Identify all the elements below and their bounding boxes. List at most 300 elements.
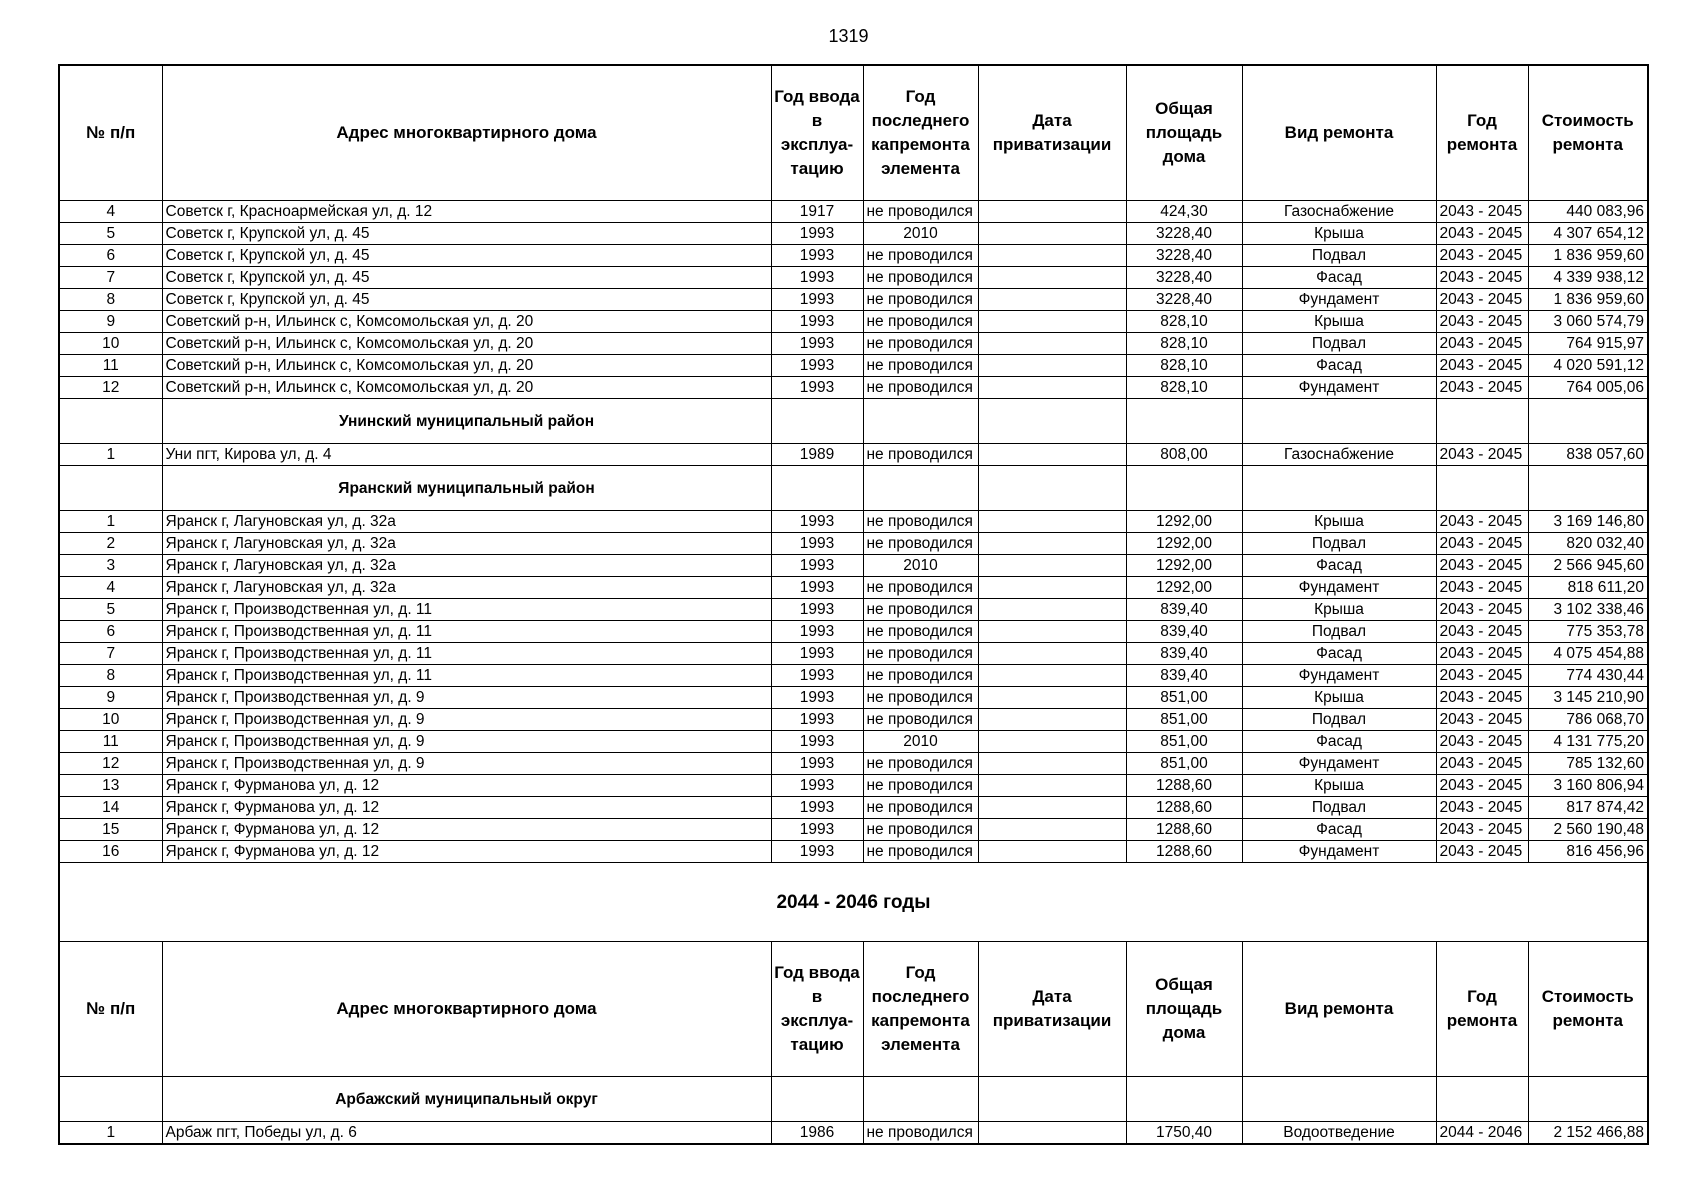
cell-privatization <box>978 819 1126 841</box>
district-empty-cell <box>863 399 978 444</box>
cell-year-built: 1917 <box>771 201 863 223</box>
cell-year-built: 1986 <box>771 1122 863 1145</box>
cell-address: Яранск г, Производственная ул, д. 9 <box>162 709 771 731</box>
cell-area: 828,10 <box>1126 311 1242 333</box>
cell-address: Яранск г, Производственная ул, д. 11 <box>162 621 771 643</box>
cell-address: Яранск г, Производственная ул, д. 11 <box>162 643 771 665</box>
table-row <box>59 377 1648 399</box>
cell-privatization <box>978 621 1126 643</box>
cell-repair-year: 2043 - 2045 <box>1436 709 1528 731</box>
cell-repair-type: Фасад <box>1242 819 1436 841</box>
cell-cost: 838 057,60 <box>1528 444 1648 466</box>
cell-cost: 764 005,06 <box>1528 377 1648 399</box>
cell-repair-type: Газоснабжение <box>1242 201 1436 223</box>
district-empty-cell <box>1242 1077 1436 1122</box>
table-row <box>59 511 1648 533</box>
cell-last-repair: не проводился <box>863 355 978 377</box>
cell-cost: 440 083,96 <box>1528 201 1648 223</box>
cell-last-repair: не проводился <box>863 709 978 731</box>
cell-address: Советск г, Крупской ул, д. 45 <box>162 223 771 245</box>
cell-area: 3228,40 <box>1126 245 1242 267</box>
cell-year-built: 1989 <box>771 444 863 466</box>
cell-num: 2 <box>59 533 162 555</box>
cell-year-built: 1993 <box>771 643 863 665</box>
cell-area: 1288,60 <box>1126 775 1242 797</box>
cell-repair-type: Фундамент <box>1242 577 1436 599</box>
table-row <box>59 665 1648 687</box>
cell-repair-type: Крыша <box>1242 311 1436 333</box>
cell-year-built: 1993 <box>771 775 863 797</box>
header-year-built: Год ввода в эксплуа- тацию <box>771 65 863 201</box>
cell-year-built: 1993 <box>771 311 863 333</box>
cell-address: Яранск г, Фурманова ул, д. 12 <box>162 841 771 863</box>
cell-repair-year: 2043 - 2045 <box>1436 311 1528 333</box>
cell-privatization <box>978 355 1126 377</box>
cell-year-built: 1993 <box>771 687 863 709</box>
cell-last-repair: не проводился <box>863 245 978 267</box>
table-row <box>59 797 1648 819</box>
cell-last-repair: 2010 <box>863 555 978 577</box>
cell-repair-year: 2043 - 2045 <box>1436 355 1528 377</box>
cell-year-built: 1993 <box>771 223 863 245</box>
cell-area: 1288,60 <box>1126 797 1242 819</box>
cell-privatization <box>978 289 1126 311</box>
district-row <box>59 466 1648 511</box>
cell-address: Советский р-н, Ильинск с, Комсомольская ул, д. 20 <box>162 333 771 355</box>
table-row <box>59 444 1648 466</box>
cell-privatization <box>978 555 1126 577</box>
district-name: Яранский муниципальный район <box>162 466 771 511</box>
cell-repair-type: Фундамент <box>1242 289 1436 311</box>
cell-last-repair: не проводился <box>863 311 978 333</box>
cell-privatization <box>978 511 1126 533</box>
cell-repair-type: Газоснабжение <box>1242 444 1436 466</box>
cell-address: Яранск г, Лагуновская ул, д. 32а <box>162 533 771 555</box>
cell-privatization <box>978 533 1126 555</box>
cell-last-repair: не проводился <box>863 1122 978 1145</box>
table-row <box>59 555 1648 577</box>
district-empty-cell <box>771 1077 863 1122</box>
cell-area: 1288,60 <box>1126 841 1242 863</box>
cell-last-repair: 2010 <box>863 223 978 245</box>
cell-area: 851,00 <box>1126 731 1242 753</box>
cell-num: 10 <box>59 709 162 731</box>
cell-address: Яранск г, Производственная ул, д. 11 <box>162 665 771 687</box>
cell-repair-year: 2043 - 2045 <box>1436 377 1528 399</box>
cell-num: 8 <box>59 665 162 687</box>
cell-privatization <box>978 797 1126 819</box>
cell-num: 12 <box>59 753 162 775</box>
cell-last-repair: не проводился <box>863 753 978 775</box>
cell-area: 1750,40 <box>1126 1122 1242 1145</box>
cell-cost: 774 430,44 <box>1528 665 1648 687</box>
table-row <box>59 709 1648 731</box>
cell-repair-year: 2043 - 2045 <box>1436 687 1528 709</box>
cell-area: 3228,40 <box>1126 289 1242 311</box>
cell-area: 3228,40 <box>1126 223 1242 245</box>
district-name: Унинский муниципальный район <box>162 399 771 444</box>
header2-num: № п/п <box>59 942 162 1077</box>
cell-last-repair: не проводился <box>863 665 978 687</box>
cell-cost: 2 560 190,48 <box>1528 819 1648 841</box>
table-row <box>59 819 1648 841</box>
period-row <box>59 863 1648 942</box>
cell-area: 1288,60 <box>1126 819 1242 841</box>
table-row <box>59 775 1648 797</box>
cell-last-repair: не проводился <box>863 267 978 289</box>
cell-area: 851,00 <box>1126 753 1242 775</box>
cell-num: 4 <box>59 201 162 223</box>
district-empty-cell <box>1436 466 1528 511</box>
cell-repair-type: Водоотведение <box>1242 1122 1436 1145</box>
cell-address: Советск г, Крупской ул, д. 45 <box>162 289 771 311</box>
table-row <box>59 311 1648 333</box>
cell-repair-type: Крыша <box>1242 511 1436 533</box>
header2-cost: Стоимость ремонта <box>1528 942 1648 1077</box>
cell-address: Советск г, Крупской ул, д. 45 <box>162 267 771 289</box>
cell-year-built: 1993 <box>771 621 863 643</box>
cell-address: Яранск г, Производственная ул, д. 11 <box>162 599 771 621</box>
cell-cost: 1 836 959,60 <box>1528 245 1648 267</box>
cell-repair-type: Фасад <box>1242 555 1436 577</box>
district-empty-cell <box>1528 1077 1648 1122</box>
cell-num: 9 <box>59 687 162 709</box>
cell-cost: 2 152 466,88 <box>1528 1122 1648 1145</box>
cell-cost: 4 075 454,88 <box>1528 643 1648 665</box>
district-empty-cell <box>863 466 978 511</box>
cell-privatization <box>978 665 1126 687</box>
cell-repair-type: Фасад <box>1242 267 1436 289</box>
cell-repair-year: 2043 - 2045 <box>1436 753 1528 775</box>
cell-address: Арбаж пгт, Победы ул, д. 6 <box>162 1122 771 1145</box>
cell-cost: 1 836 959,60 <box>1528 289 1648 311</box>
cell-num: 7 <box>59 643 162 665</box>
district-empty-cell <box>59 399 162 444</box>
cell-repair-type: Подвал <box>1242 797 1436 819</box>
cell-repair-type: Фасад <box>1242 643 1436 665</box>
cell-repair-type: Фундамент <box>1242 377 1436 399</box>
table-row <box>59 621 1648 643</box>
cell-num: 11 <box>59 731 162 753</box>
cell-cost: 4 307 654,12 <box>1528 223 1648 245</box>
cell-privatization <box>978 377 1126 399</box>
table-row <box>59 201 1648 223</box>
header-privatization: Дата приватизации <box>978 65 1126 201</box>
cell-last-repair: не проводился <box>863 333 978 355</box>
cell-cost: 4 020 591,12 <box>1528 355 1648 377</box>
district-empty-cell <box>1126 399 1242 444</box>
cell-area: 839,40 <box>1126 621 1242 643</box>
cell-privatization <box>978 444 1126 466</box>
cell-privatization <box>978 201 1126 223</box>
cell-year-built: 1993 <box>771 267 863 289</box>
cell-last-repair: не проводился <box>863 797 978 819</box>
header-cost: Стоимость ремонта <box>1528 65 1648 201</box>
cell-num: 9 <box>59 311 162 333</box>
table-header-row-2 <box>59 942 1648 1077</box>
district-empty-cell <box>978 466 1126 511</box>
header2-year-built: Год ввода в эксплуа- тацию <box>771 942 863 1077</box>
cell-last-repair: не проводился <box>863 643 978 665</box>
cell-area: 424,30 <box>1126 201 1242 223</box>
cell-repair-year: 2043 - 2045 <box>1436 444 1528 466</box>
cell-last-repair: не проводился <box>863 511 978 533</box>
cell-repair-year: 2043 - 2045 <box>1436 223 1528 245</box>
cell-repair-type: Подвал <box>1242 533 1436 555</box>
cell-repair-year: 2043 - 2045 <box>1436 841 1528 863</box>
district-empty-cell <box>1242 399 1436 444</box>
cell-last-repair: не проводился <box>863 444 978 466</box>
cell-privatization <box>978 267 1126 289</box>
cell-year-built: 1993 <box>771 731 863 753</box>
cell-num: 11 <box>59 355 162 377</box>
cell-cost: 3 102 338,46 <box>1528 599 1648 621</box>
cell-area: 1292,00 <box>1126 533 1242 555</box>
cell-cost: 3 145 210,90 <box>1528 687 1648 709</box>
cell-year-built: 1993 <box>771 245 863 267</box>
cell-cost: 4 339 938,12 <box>1528 267 1648 289</box>
table-row <box>59 289 1648 311</box>
cell-repair-type: Крыша <box>1242 599 1436 621</box>
cell-repair-year: 2043 - 2045 <box>1436 621 1528 643</box>
cell-repair-type: Крыша <box>1242 223 1436 245</box>
cell-address: Советский р-н, Ильинск с, Комсомольская ул, д. 20 <box>162 377 771 399</box>
table-row <box>59 599 1648 621</box>
cell-cost: 816 456,96 <box>1528 841 1648 863</box>
cell-cost: 817 874,42 <box>1528 797 1648 819</box>
cell-privatization <box>978 753 1126 775</box>
district-empty-cell <box>1436 1077 1528 1122</box>
cell-last-repair: не проводился <box>863 841 978 863</box>
table-row <box>59 333 1648 355</box>
cell-repair-type: Фасад <box>1242 731 1436 753</box>
cell-num: 6 <box>59 621 162 643</box>
district-name: Арбажский муниципальный округ <box>162 1077 771 1122</box>
cell-repair-year: 2043 - 2045 <box>1436 289 1528 311</box>
table-row <box>59 245 1648 267</box>
cell-year-built: 1993 <box>771 533 863 555</box>
cell-repair-year: 2043 - 2045 <box>1436 201 1528 223</box>
cell-last-repair: не проводился <box>863 533 978 555</box>
cell-repair-year: 2043 - 2045 <box>1436 665 1528 687</box>
cell-num: 13 <box>59 775 162 797</box>
period-title: 2044 - 2046 годы <box>59 863 1648 942</box>
table-row <box>59 577 1648 599</box>
cell-cost: 764 915,97 <box>1528 333 1648 355</box>
district-row <box>59 399 1648 444</box>
cell-repair-year: 2043 - 2045 <box>1436 511 1528 533</box>
cell-last-repair: не проводился <box>863 577 978 599</box>
cell-address: Советск г, Крупской ул, д. 45 <box>162 245 771 267</box>
header-address: Адрес многоквартирного дома <box>162 65 771 201</box>
cell-privatization <box>978 687 1126 709</box>
district-empty-cell <box>1126 1077 1242 1122</box>
table-row <box>59 1122 1648 1145</box>
cell-num: 1 <box>59 511 162 533</box>
cell-year-built: 1993 <box>771 511 863 533</box>
header-repair-type: Вид ремонта <box>1242 65 1436 201</box>
cell-address: Яранск г, Производственная ул, д. 9 <box>162 731 771 753</box>
cell-address: Яранск г, Фурманова ул, д. 12 <box>162 797 771 819</box>
header2-privatization: Дата приватизации <box>978 942 1126 1077</box>
cell-repair-type: Фундамент <box>1242 665 1436 687</box>
cell-repair-year: 2043 - 2045 <box>1436 819 1528 841</box>
cell-repair-year: 2043 - 2045 <box>1436 797 1528 819</box>
cell-year-built: 1993 <box>771 841 863 863</box>
district-empty-cell <box>59 1077 162 1122</box>
district-empty-cell <box>1126 466 1242 511</box>
cell-num: 3 <box>59 555 162 577</box>
cell-year-built: 1993 <box>771 333 863 355</box>
header2-repair-type: Вид ремонта <box>1242 942 1436 1077</box>
cell-cost: 3 169 146,80 <box>1528 511 1648 533</box>
cell-privatization <box>978 223 1126 245</box>
cell-privatization <box>978 731 1126 753</box>
header2-repair-year: Год ремонта <box>1436 942 1528 1077</box>
cell-area: 828,10 <box>1126 377 1242 399</box>
table-row <box>59 841 1648 863</box>
cell-privatization <box>978 599 1126 621</box>
district-empty-cell <box>978 1077 1126 1122</box>
page-number: 1319 <box>828 26 869 46</box>
cell-cost: 4 131 775,20 <box>1528 731 1648 753</box>
cell-address: Яранск г, Фурманова ул, д. 12 <box>162 775 771 797</box>
cell-year-built: 1993 <box>771 709 863 731</box>
cell-address: Уни пгт, Кирова ул, д. 4 <box>162 444 771 466</box>
district-empty-cell <box>1528 399 1648 444</box>
cell-area: 839,40 <box>1126 665 1242 687</box>
cell-area: 1292,00 <box>1126 555 1242 577</box>
district-empty-cell <box>1528 466 1648 511</box>
cell-repair-type: Фасад <box>1242 355 1436 377</box>
cell-last-repair: не проводился <box>863 621 978 643</box>
cell-repair-year: 2043 - 2045 <box>1436 267 1528 289</box>
cell-privatization <box>978 577 1126 599</box>
cell-num: 15 <box>59 819 162 841</box>
header-last-repair: Год последнего капремонта элемента <box>863 65 978 201</box>
table-row <box>59 267 1648 289</box>
cell-address: Яранск г, Производственная ул, д. 9 <box>162 687 771 709</box>
cell-privatization <box>978 775 1126 797</box>
header-area: Общая площадь дома <box>1126 65 1242 201</box>
cell-repair-year: 2043 - 2045 <box>1436 333 1528 355</box>
cell-year-built: 1993 <box>771 599 863 621</box>
cell-area: 851,00 <box>1126 709 1242 731</box>
cell-num: 16 <box>59 841 162 863</box>
cell-repair-type: Подвал <box>1242 621 1436 643</box>
cell-repair-type: Крыша <box>1242 687 1436 709</box>
district-empty-cell <box>1436 399 1528 444</box>
cell-year-built: 1993 <box>771 577 863 599</box>
header2-last-repair: Год последнего капремонта элемента <box>863 942 978 1077</box>
cell-repair-type: Подвал <box>1242 245 1436 267</box>
cell-area: 839,40 <box>1126 643 1242 665</box>
cell-cost: 775 353,78 <box>1528 621 1648 643</box>
cell-area: 1292,00 <box>1126 511 1242 533</box>
repair-schedule-table <box>58 64 1649 1145</box>
cell-last-repair: 2010 <box>863 731 978 753</box>
cell-area: 839,40 <box>1126 599 1242 621</box>
cell-address: Яранск г, Лагуновская ул, д. 32а <box>162 577 771 599</box>
cell-num: 1 <box>59 1122 162 1145</box>
cell-cost: 3 160 806,94 <box>1528 775 1648 797</box>
cell-repair-year: 2044 - 2046 <box>1436 1122 1528 1145</box>
cell-privatization <box>978 245 1126 267</box>
cell-year-built: 1993 <box>771 797 863 819</box>
cell-repair-year: 2043 - 2045 <box>1436 533 1528 555</box>
cell-cost: 2 566 945,60 <box>1528 555 1648 577</box>
cell-area: 828,10 <box>1126 333 1242 355</box>
cell-repair-year: 2043 - 2045 <box>1436 599 1528 621</box>
cell-privatization <box>978 709 1126 731</box>
cell-num: 14 <box>59 797 162 819</box>
district-empty-cell <box>978 399 1126 444</box>
cell-repair-type: Фундамент <box>1242 841 1436 863</box>
cell-area: 851,00 <box>1126 687 1242 709</box>
table-row <box>59 643 1648 665</box>
table-row <box>59 533 1648 555</box>
cell-year-built: 1993 <box>771 555 863 577</box>
district-row <box>59 1077 1648 1122</box>
cell-address: Яранск г, Лагуновская ул, д. 32а <box>162 555 771 577</box>
table-row <box>59 355 1648 377</box>
cell-num: 4 <box>59 577 162 599</box>
cell-address: Советский р-н, Ильинск с, Комсомольская ул, д. 20 <box>162 355 771 377</box>
cell-year-built: 1993 <box>771 355 863 377</box>
cell-year-built: 1993 <box>771 753 863 775</box>
cell-repair-year: 2043 - 2045 <box>1436 643 1528 665</box>
cell-area: 808,00 <box>1126 444 1242 466</box>
cell-address: Яранск г, Лагуновская ул, д. 32а <box>162 511 771 533</box>
cell-address: Яранск г, Производственная ул, д. 9 <box>162 753 771 775</box>
cell-num: 1 <box>59 444 162 466</box>
cell-address: Советский р-н, Ильинск с, Комсомольская ул, д. 20 <box>162 311 771 333</box>
cell-repair-year: 2043 - 2045 <box>1436 555 1528 577</box>
header-num: № п/п <box>59 65 162 201</box>
cell-privatization <box>978 333 1126 355</box>
cell-year-built: 1993 <box>771 377 863 399</box>
table-header-row <box>59 65 1648 201</box>
table-row <box>59 687 1648 709</box>
cell-privatization <box>978 1122 1126 1145</box>
cell-last-repair: не проводился <box>863 599 978 621</box>
cell-address: Яранск г, Фурманова ул, д. 12 <box>162 819 771 841</box>
cell-year-built: 1993 <box>771 665 863 687</box>
cell-repair-type: Подвал <box>1242 709 1436 731</box>
cell-repair-year: 2043 - 2045 <box>1436 577 1528 599</box>
cell-last-repair: не проводился <box>863 201 978 223</box>
cell-cost: 3 060 574,79 <box>1528 311 1648 333</box>
district-empty-cell <box>1242 466 1436 511</box>
cell-privatization <box>978 841 1126 863</box>
cell-address: Советск г, Красноармейская ул, д. 12 <box>162 201 771 223</box>
cell-repair-year: 2043 - 2045 <box>1436 731 1528 753</box>
table-row <box>59 753 1648 775</box>
cell-cost: 786 068,70 <box>1528 709 1648 731</box>
cell-last-repair: не проводился <box>863 775 978 797</box>
cell-last-repair: не проводился <box>863 377 978 399</box>
district-empty-cell <box>59 466 162 511</box>
cell-num: 5 <box>59 223 162 245</box>
table-row <box>59 731 1648 753</box>
cell-area: 828,10 <box>1126 355 1242 377</box>
cell-num: 8 <box>59 289 162 311</box>
cell-repair-type: Подвал <box>1242 333 1436 355</box>
cell-privatization <box>978 643 1126 665</box>
cell-num: 12 <box>59 377 162 399</box>
header2-area: Общая площадь дома <box>1126 942 1242 1077</box>
cell-last-repair: не проводился <box>863 687 978 709</box>
